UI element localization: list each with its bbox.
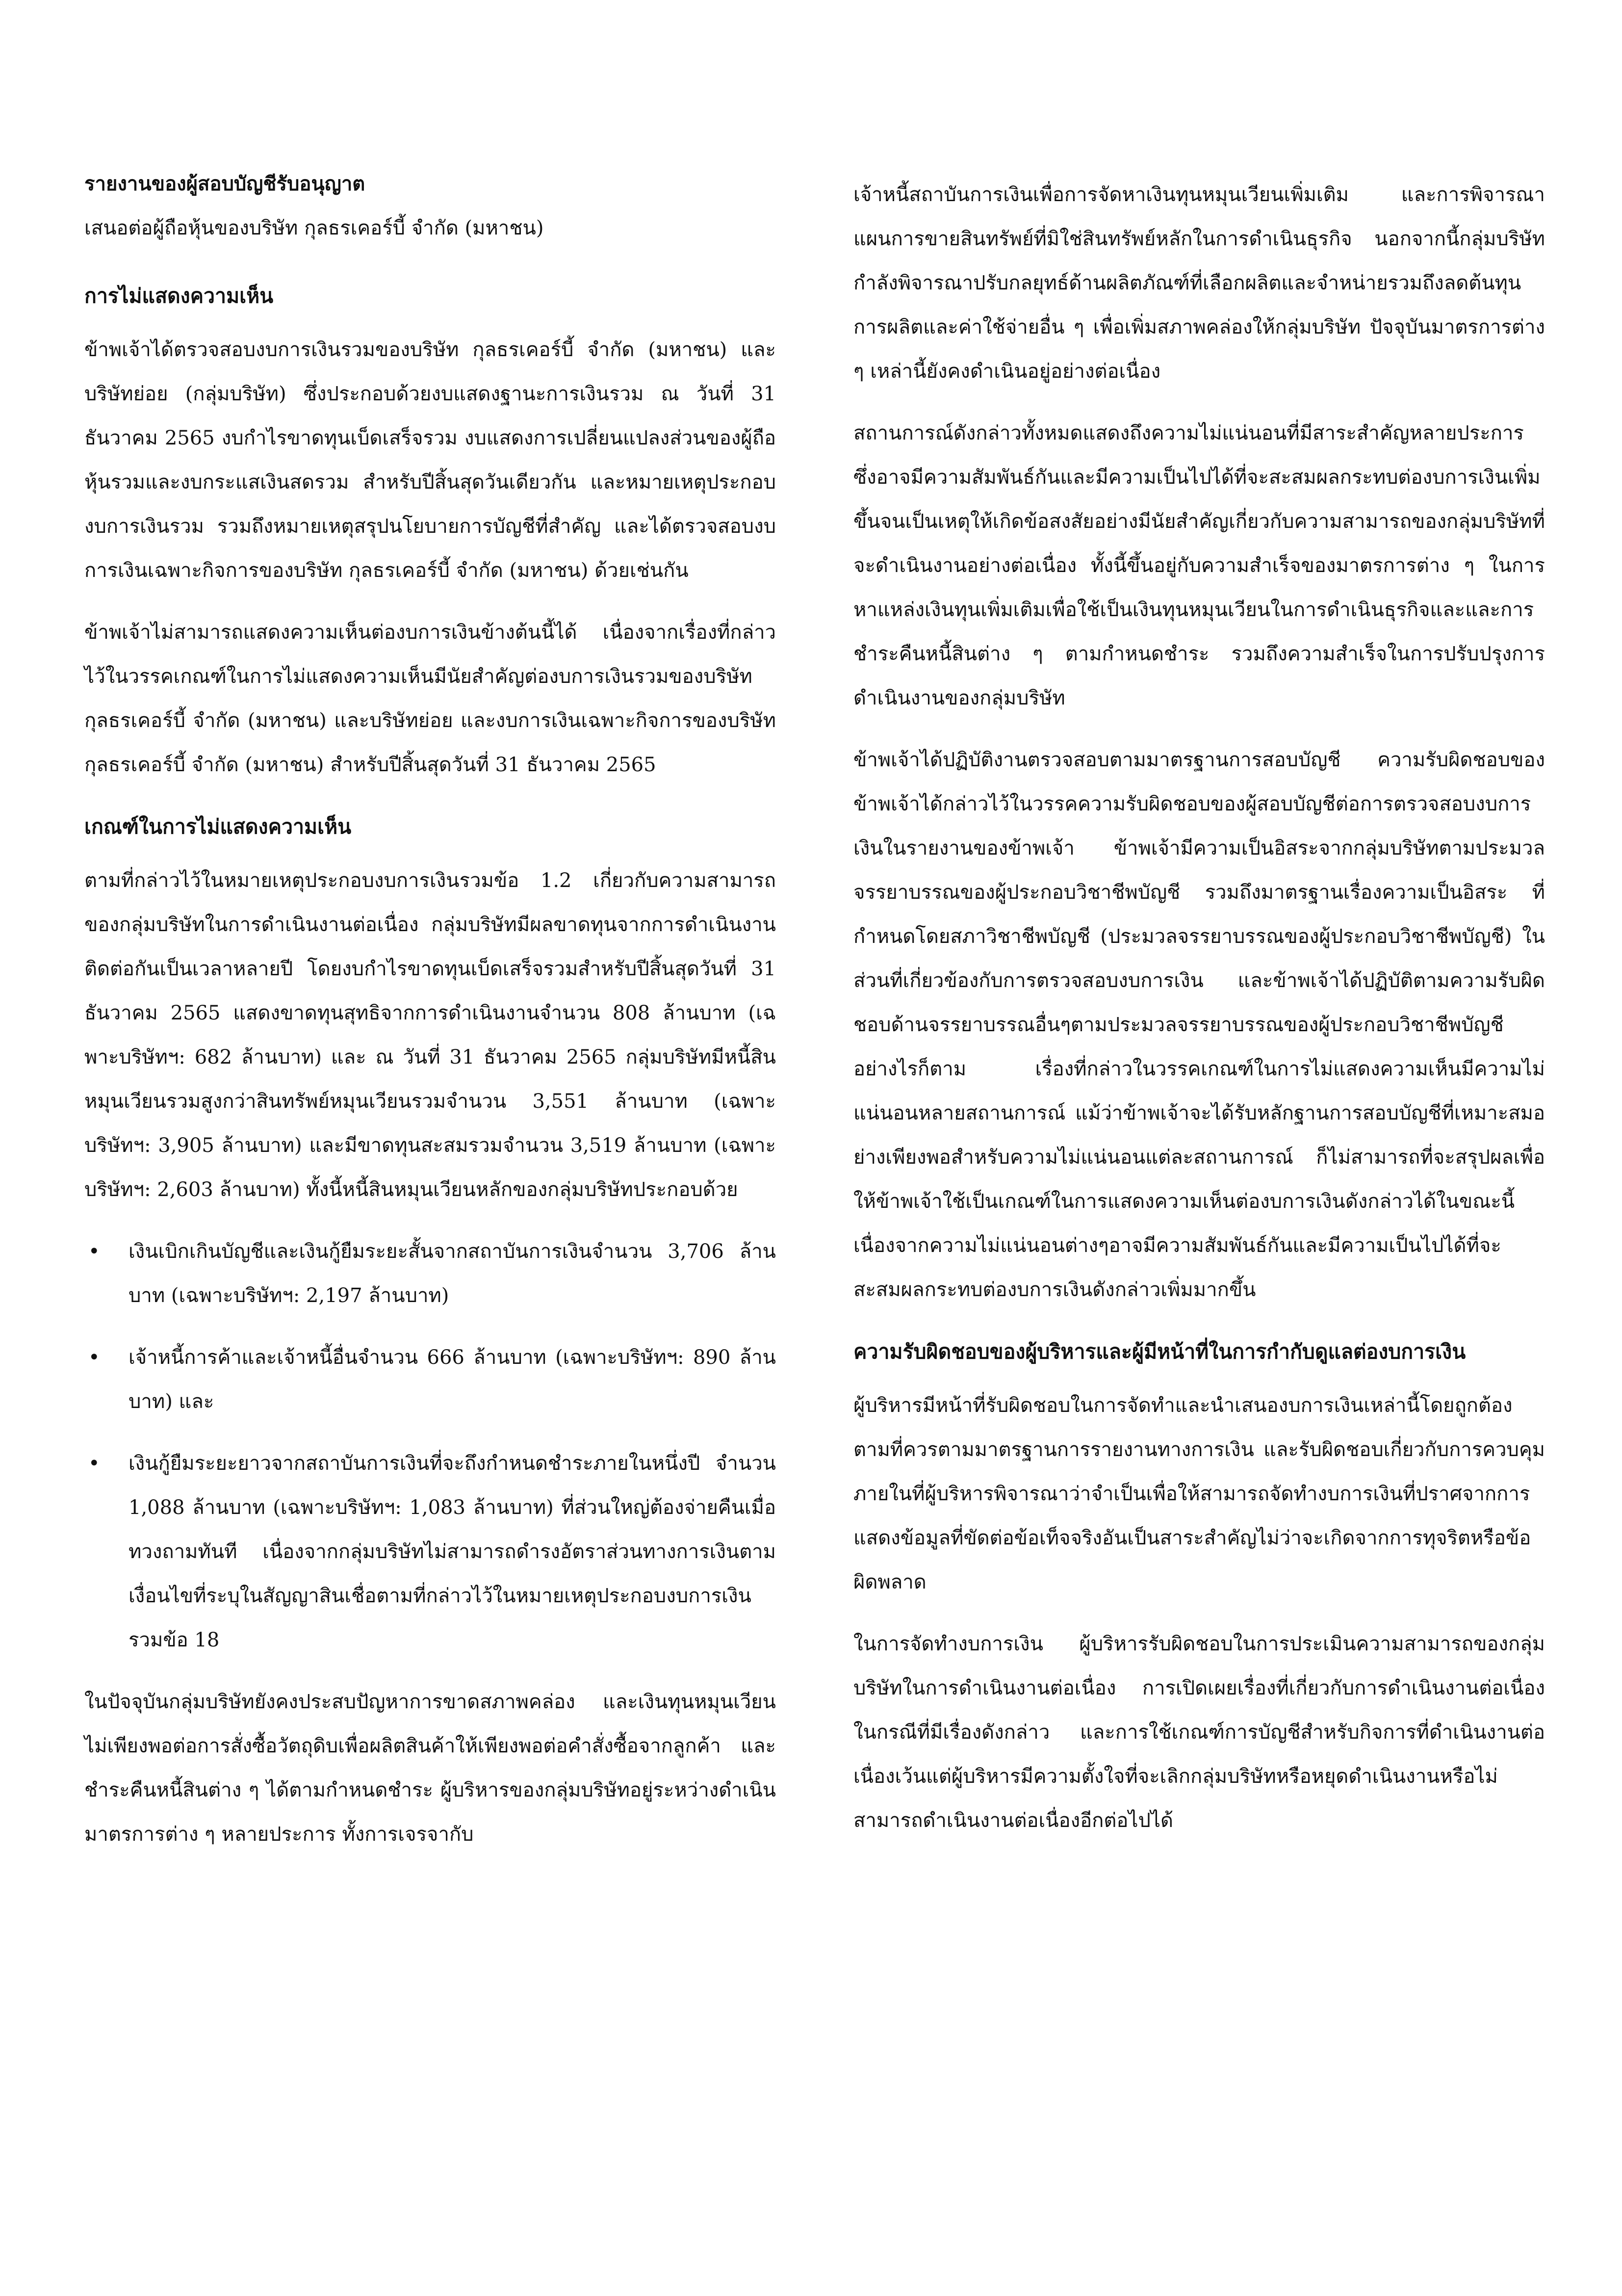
paragraph-liquidity: ในปัจจุบันกลุ่มบริษัทยังคงประสบปัญหาการขาดสภาพคล่อง และเงินทุนหมุนเวียนไม่เพียงพอต่อการสั่งซื้อวัตถุดิบเพื่อผลิตสินค้าให้เพียงพอต่อคำสั่งซื้อจากลูกค้า และชำระคืนหนี้สินต่าง ๆ ได้ตามกำหนดชำระ ผู้บริหารของกลุ่มบริษัทอยู่ระหว่างดำเนินมาตรการต่าง ๆ หลายประการ ทั้งการเจรจากับ bbox=[84, 1691, 776, 1846]
bullet-icon: • bbox=[88, 1452, 100, 1475]
paragraph-scope: ข้าพเจ้าได้ตรวจสอบงบการเงินรวมของบริษัท กุลธรเคอร์บี้ จำกัด (มหาชน) และบริษัทย่อย (กลุ่มบริษัท) ซึ่งประกอบด้วยงบแสดงฐานะการเงินรวม ณ วันที่ 31 ธันวาคม 2565 งบกำไรขาดทุนเบ็ดเสร็จรวม งบแสดงการเปลี่ยนแปลงส่วนของผู้ถือหุ้นรวมและงบกระแสเงินสดรวม สำหรับปีสิ้นสุดวันเดียวกัน และหมายเหตุประกอบงบการเงินรวม รวมถึงหมายเหตุสรุปนโยบายการบัญชีที่สำคัญ และได้ตรวจสอบงบการเงินเฉพาะกิจการของบริษัท กุลธรเคอร์บี้ จำกัด (มหาชน) ด้วยเช่นกัน bbox=[84, 339, 776, 582]
paragraph-going-concern-assessment: ในการจัดทำงบการเงิน ผู้บริหารรับผิดชอบในการประเมินความสามารถของกลุ่มบริษัทในการดำเนินงานต่อเนื่อง การเปิดเผยเรื่องที่เกี่ยวกับการดำเนินงานต่อเนื่องในกรณีที่มีเรื่องดังกล่าว และการใช้เกณฑ์การบัญชีสำหรับกิจการที่ดำเนินงานต่อเนื่องเว้นแต่ผู้บริหารมีความตั้งใจที่จะเลิกกลุ่มบริษัทหรือหยุดดำเนินงานหรือไม่สามารถดำเนินงานต่อเนื่องอีกต่อไปได้ bbox=[853, 1633, 1545, 1832]
list-item bbox=[84, 1335, 776, 1424]
paragraph-disclaimer: ข้าพเจ้าไม่สามารถแสดงความเห็นต่องบการเงินข้างต้นนี้ได้ เนื่องจากเรื่องที่กล่าวไว้ในวรรคเกณฑ์ในการไม่แสดงความเห็นมีนัยสำคัญต่องบการเงินรวมของบริษัท กุลธรเคอร์บี้ จำกัด (มหาชน) และบริษัทย่อย และงบการเงินเฉพาะกิจการของบริษัท กุลธรเคอร์บี้ จำกัด (มหาชน) สำหรับปีสิ้นสุดวันที่ 31 ธันวาคม 2565 bbox=[84, 621, 776, 776]
bullet-icon: • bbox=[88, 1240, 100, 1263]
report-title: รายงานของผู้สอบบัญชีรับอนุญาต bbox=[84, 172, 365, 195]
list-item-text: เงินกู้ยืมระยะยาวจากสถาบันการเงินที่จะถึงกำหนดชำระภายในหนึ่งปี จำนวน 1,088 ล้านบาท (เฉพาะบริษัทฯ: 1,083 ล้านบาท) ที่ส่วนใหญ่ต้องจ่ายคืนเมื่อทวงถามทันที เนื่องจากกลุ่มบริษัทไม่สามารถดำรงอัตราส่วนทางการเงินตามเงื่อนไขที่ระบุในสัญญาสินเชื่อตามที่กล่าวไว้ในหมายเหตุประกอบงบการเงินรวมข้อ 18 bbox=[129, 1452, 776, 1651]
paragraph-going-concern: ตามที่กล่าวไว้ในหมายเหตุประกอบงบการเงินรวมข้อ 1.2 เกี่ยวกับความสามารถของกลุ่มบริษัทในการดำเนินงานต่อเนื่อง กลุ่มบริษัทมีผลขาดทุนจากการดำเนินงานติดต่อกันเป็นเวลาหลายปี โดยงบกำไรขาดทุนเบ็ดเสร็จรวมสำหรับปีสิ้นสุดวันที่ 31 ธันวาคม 2565 แสดงขาดทุนสุทธิจากการดำเนินงานจำนวน 808 ล้านบาท (เฉพาะบริษัทฯ: 682 ล้านบาท) และ ณ วันที่ 31 ธันวาคม 2565 กลุ่มบริษัทมีหนี้สินหมุนเวียนรวมสูงกว่าสินทรัพย์หมุนเวียนรวมจำนวน 3,551 ล้านบาท (เฉพาะบริษัทฯ: 3,905 ล้านบาท) และมีขาดทุนสะสมรวมจำนวน 3,519 ล้านบาท (เฉพาะบริษัทฯ: 2,603 ล้านบาท) ทั้งนี้หนี้สินหมุนเวียนหลักของกลุ่มบริษัทประกอบด้วย bbox=[84, 869, 776, 1201]
section-heading-disclaimer: การไม่แสดงความเห็น bbox=[84, 284, 274, 308]
report-addressee: เสนอต่อผู้ถือหุ้นของบริษัท กุลธรเคอร์บี้ จำกัด (มหาชน) bbox=[84, 217, 544, 239]
list-item bbox=[84, 1441, 776, 1662]
section-heading-management-responsibility: ความรับผิดชอบของผู้บริหารและผู้มีหน้าที่ในการกำกับดูแลต่องบการเงิน bbox=[853, 1340, 1466, 1363]
paragraph-audit-standards: ข้าพเจ้าได้ปฏิบัติงานตรวจสอบตามมาตรฐานการสอบบัญชี ความรับผิดชอบของข้าพเจ้าได้กล่าวไว้ในวรรคความรับผิดชอบของผู้สอบบัญชีต่อการตรวจสอบงบการเงินในรายงานของข้าพเจ้า ข้าพเจ้ามีความเป็นอิสระจากกลุ่มบริษัทตามประมวลจรรยาบรรณของผู้ประกอบวิชาชีพบัญชี รวมถึงมาตรฐานเรื่องความเป็นอิสระ ที่กำหนดโดยสภาวิชาชีพบัญชี (ประมวลจรรยาบรรณของผู้ประกอบวิชาชีพบัญชี) ในส่วนที่เกี่ยวข้องกับการตรวจสอบงบการเงิน และข้าพเจ้าได้ปฏิบัติตามความรับผิดชอบด้านจรรยาบรรณอื่นๆตามประมวลจรรยาบรรณของผู้ประกอบวิชาชีพบัญชี อย่างไรก็ตาม เรื่องที่กล่าวในวรรคเกณฑ์ในการไม่แสดงความเห็นมีความไม่แน่นอนหลายสถานการณ์ แม้ว่าข้าพเจ้าจะได้รับหลักฐานการสอบบัญชีที่เหมาะสมอย่างเพียงพอสำหรับความไม่แน่นอนแต่ละสถานการณ์ ก็ไม่สามารถที่จะสรุปผลเพื่อให้ข้าพเจ้าใช้เป็นเกณฑ์ในการแสดงความเห็นต่องบการเงินดังกล่าวได้ในขณะนี้เนื่องจากความไม่แน่นอนต่างๆอาจมีความสัมพันธ์กันและมีความเป็นไปได้ที่จะสะสมผลกระทบต่องบการเงินดังกล่าวเพิ่มมากขึ้น bbox=[853, 749, 1545, 1301]
left-column bbox=[84, 162, 776, 1874]
bullet-icon: • bbox=[88, 1346, 100, 1369]
list-item-text: เงินเบิกเกินบัญชีและเงินกู้ยืมระยะสั้นจากสถาบันการเงินจำนวน 3,706 ล้านบาท (เฉพาะบริษัทฯ: 2,197 ล้านบาท) bbox=[129, 1240, 776, 1307]
right-column bbox=[853, 173, 1545, 1860]
list-item bbox=[84, 1229, 776, 1318]
paragraph-management-responsibility: ผู้บริหารมีหน้าที่รับผิดชอบในการจัดทำและนำเสนองบการเงินเหล่านี้โดยถูกต้องตามที่ควรตามมาตรฐานการรายงานทางการเงิน และรับผิดชอบเกี่ยวกับการควบคุมภายในที่ผู้บริหารพิจารณาว่าจำเป็นเพื่อให้สามารถจัดทำงบการเงินที่ปราศจากการแสดงข้อมูลที่ขัดต่อข้อเท็จจริงอันเป็นสาระสำคัญไม่ว่าจะเกิดจากการทุจริตหรือข้อผิดพลาด bbox=[853, 1394, 1545, 1593]
paragraph-measures: เจ้าหนี้สถาบันการเงินเพื่อการจัดหาเงินทุนหมุนเวียนเพิ่มเติม และการพิจารณาแผนการขายสินทรัพย์ที่มิใช่สินทรัพย์หลักในการดำเนินธุรกิจ นอกจากนี้กลุ่มบริษัทกำลังพิจารณาปรับกลยุทธ์ด้านผลิตภัณฑ์ที่เลือกผลิตและจำหน่ายรวมถึงลดต้นทุนการผลิตและค่าใช้จ่ายอื่น ๆ เพื่อเพิ่มสภาพคล่องให้กลุ่มบริษัท ปัจจุบันมาตรการต่าง ๆ เหล่านี้ยังคงดำเนินอยู่อย่างต่อเนื่อง bbox=[853, 183, 1545, 383]
paragraph-uncertainty: สถานการณ์ดังกล่าวทั้งหมดแสดงถึงความไม่แน่นอนที่มีสาระสำคัญหลายประการซึ่งอาจมีความสัมพันธ์กันและมีความเป็นไปได้ที่จะสะสมผลกระทบต่องบการเงินเพิ่มขึ้นจนเป็นเหตุให้เกิดข้อสงสัยอย่างมีนัยสำคัญเกี่ยวกับความสามารถของกลุ่มบริษัทที่จะดำเนินงานอย่างต่อเนื่อง ทั้งนี้ขึ้นอยู่กับความสำเร็จของมาตรการต่าง ๆ ในการหาแหล่งเงินทุนเพิ่มเติมเพื่อใช้เป็นเงินทุนหมุนเวียนในการดำเนินธุรกิจและและการชำระคืนหนี้สินต่าง ๆ ตามกำหนดชำระ รวมถึงความสำเร็จในการปรับปรุงการดำเนินงานของกลุ่มบริษัท bbox=[853, 422, 1545, 709]
liabilities-list bbox=[84, 1229, 776, 1662]
list-item-text: เจ้าหนี้การค้าและเจ้าหนี้อื่นจำนวน 666 ล้านบาท (เฉพาะบริษัทฯ: 890 ล้านบาท) และ bbox=[129, 1346, 776, 1413]
section-heading-basis: เกณฑ์ในการไม่แสดงความเห็น bbox=[84, 815, 352, 838]
